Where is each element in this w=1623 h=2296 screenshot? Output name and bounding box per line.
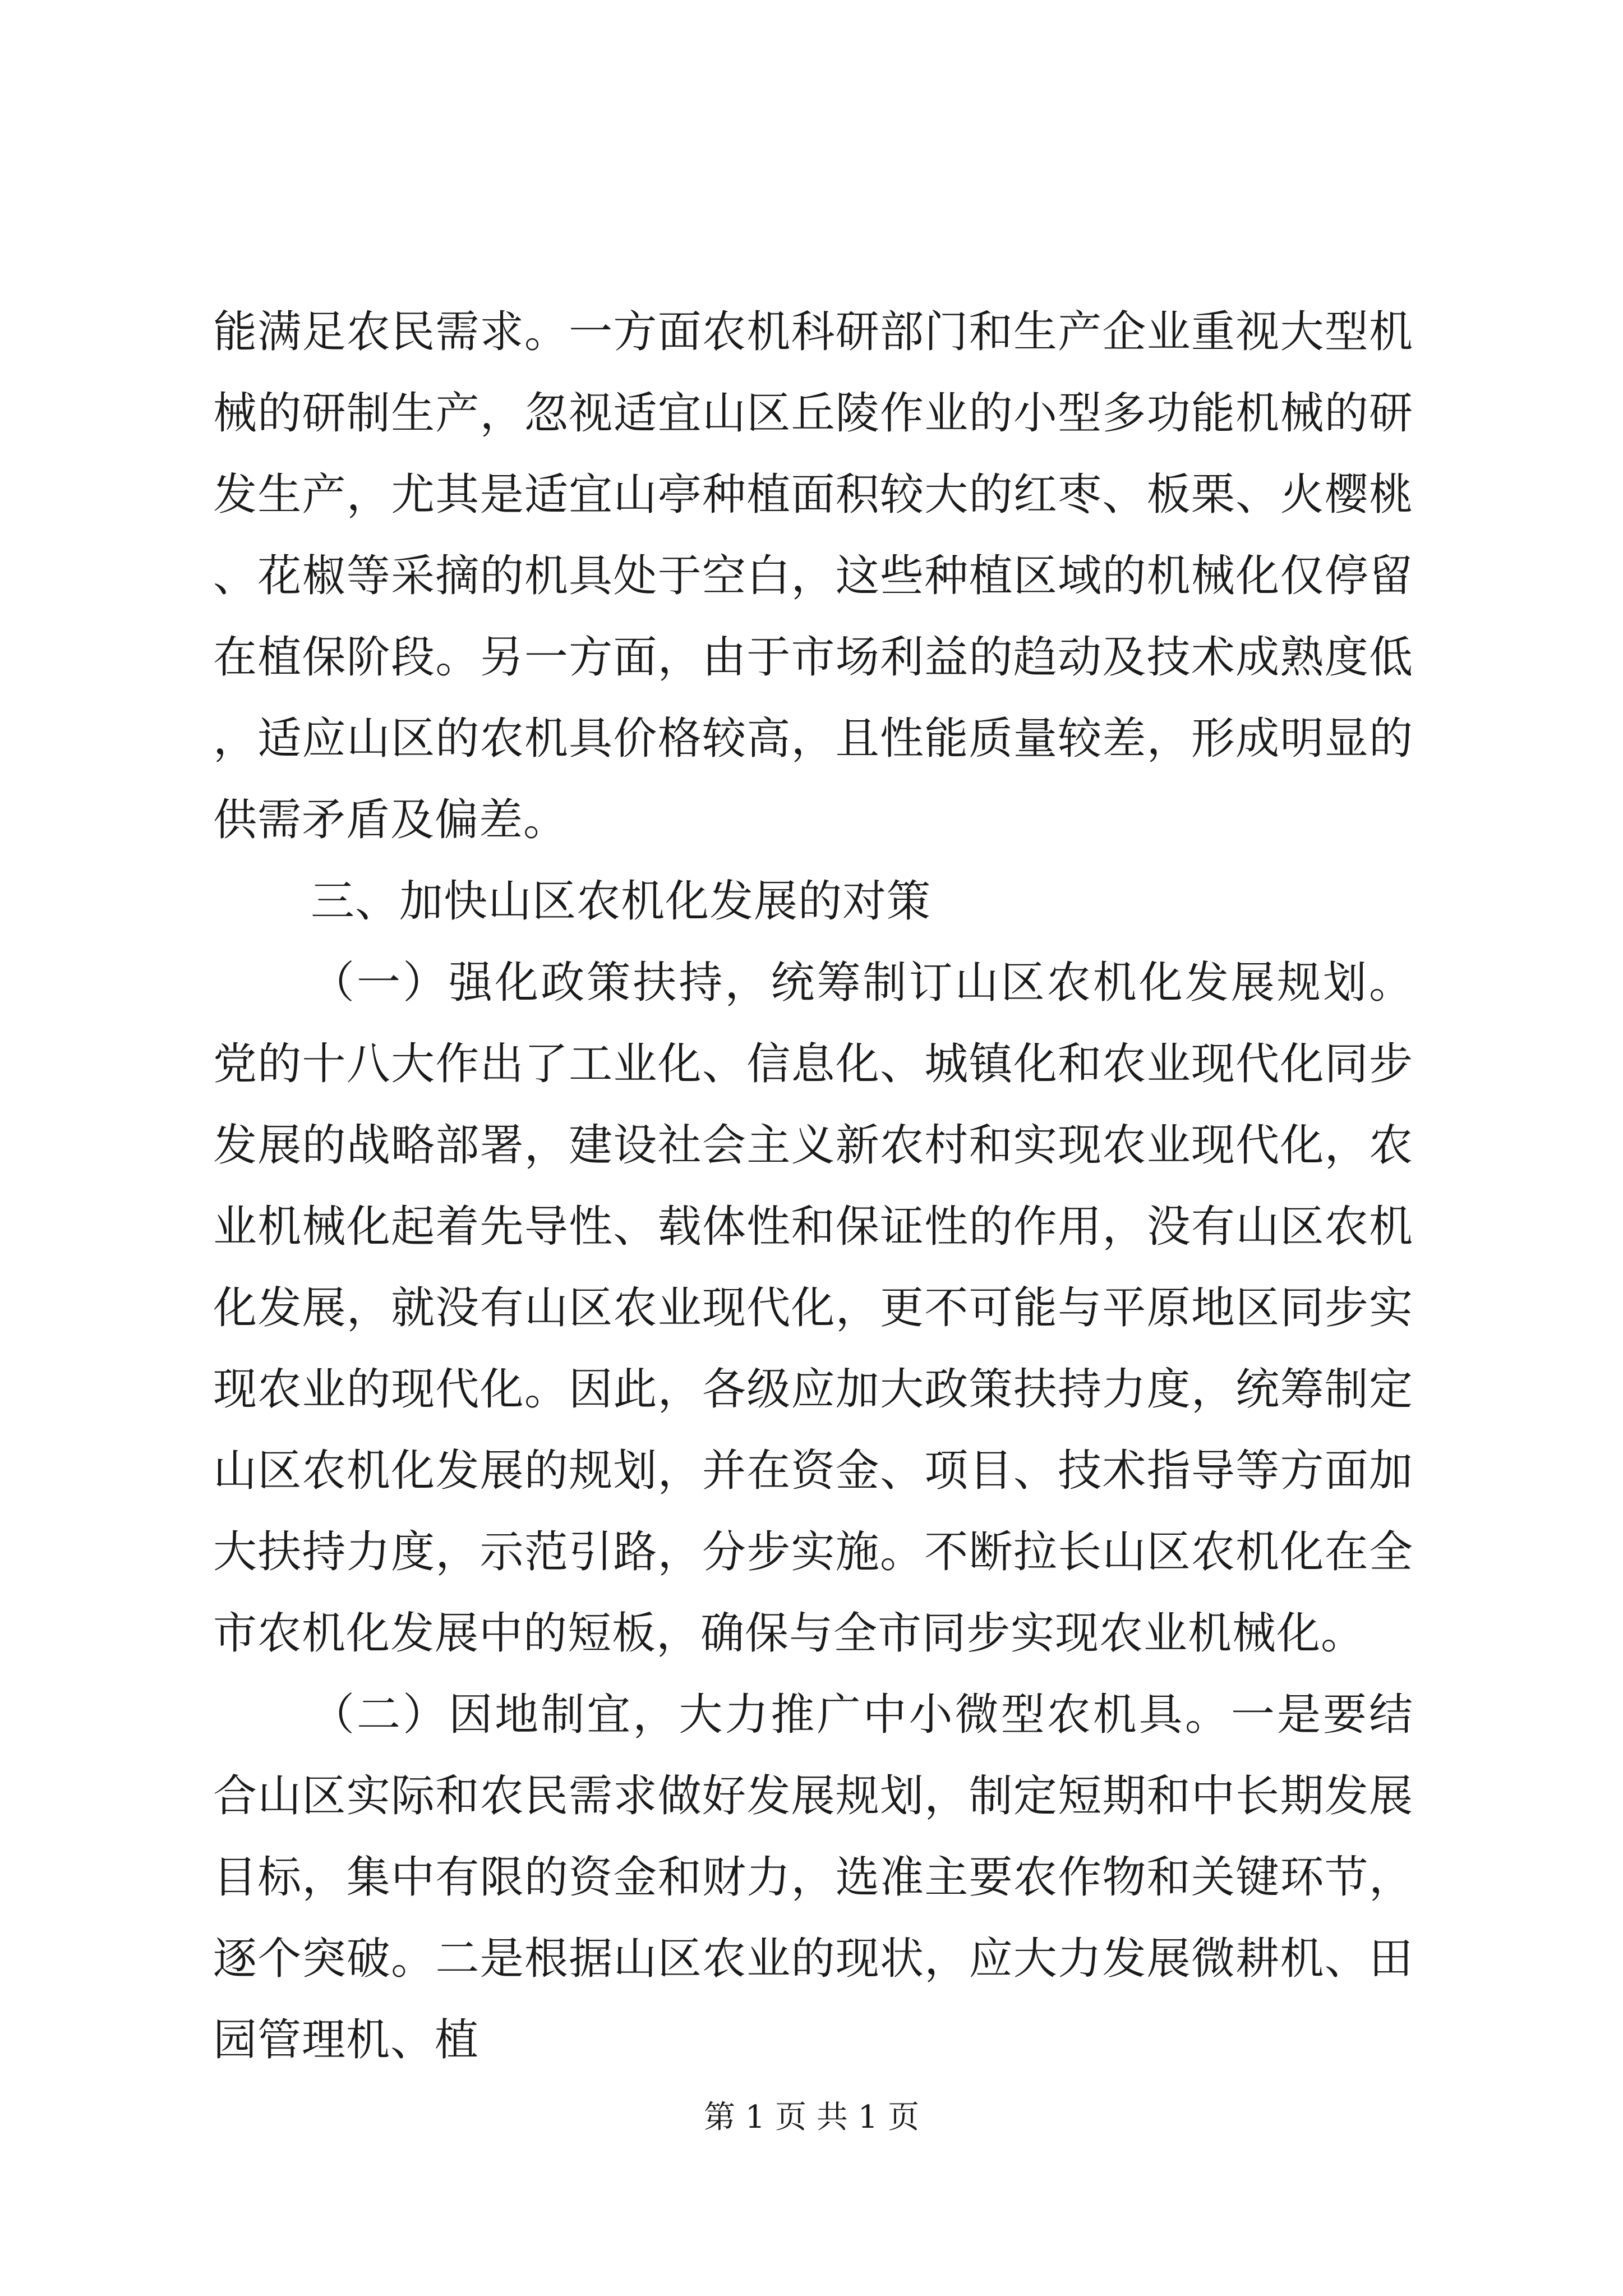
document-body bbox=[213, 292, 1413, 2081]
section-heading: 三、加快山区农机化发展的对策 bbox=[311, 876, 932, 927]
page-number-label: 第 1 页 共 1 页 bbox=[703, 2099, 920, 2136]
paragraph-local-conditions: （二）因地制宜，大力推广中小微型农机具。一是要结合山区实际和农民需求做好发展规划，制定短期和中长期发展目标，集中有限的资金和财力，选准主要农作物和关键环节，逐个突破。二是根据山区农业的现状，应大力发展微耕机、田园管理机、植 bbox=[213, 1690, 1413, 2065]
page-footer bbox=[0, 2098, 1623, 2137]
paragraph-continuation: 能满足农民需求。一方面农机科研部门和生产企业重视大型机械的研制生产，忽视适宜山区丘陵作业的小型多功能机械的研发生产，尤其是适宜山亭种植面积较大的红枣、板栗、火樱桃、花椒等采摘的机具处于空白，这些种植区域的机械化仅停留在植保阶段。另一方面，由于市场利益的趋动及技术成熟度低，适应山区的农机具价格较高，且性能质量较差，形成明显的供需矛盾及偏差。 bbox=[213, 307, 1413, 845]
paragraph-policy-support: （一）强化政策扶持，统筹制订山区农机化发展规划。党的十八大作出了工业化、信息化、城镇化和农业现代化同步发展的战略部署，建设社会主义新农村和实现农业现代化，农业机械化起着先导性、载体性和保证性的作用，没有山区农机化发展，就没有山区农业现代化，更不可能与平原地区同步实现农业的现代化。因此，各级应加大政策扶持力度，统筹制定山区农机化发展的规划，并在资金、项目、技术指导等方面加大扶持力度，示范引路，分步实施。不断拉长山区农机化在全市农机化发展中的短板，确保与全市同步实现农业机械化。 bbox=[213, 958, 1413, 1659]
